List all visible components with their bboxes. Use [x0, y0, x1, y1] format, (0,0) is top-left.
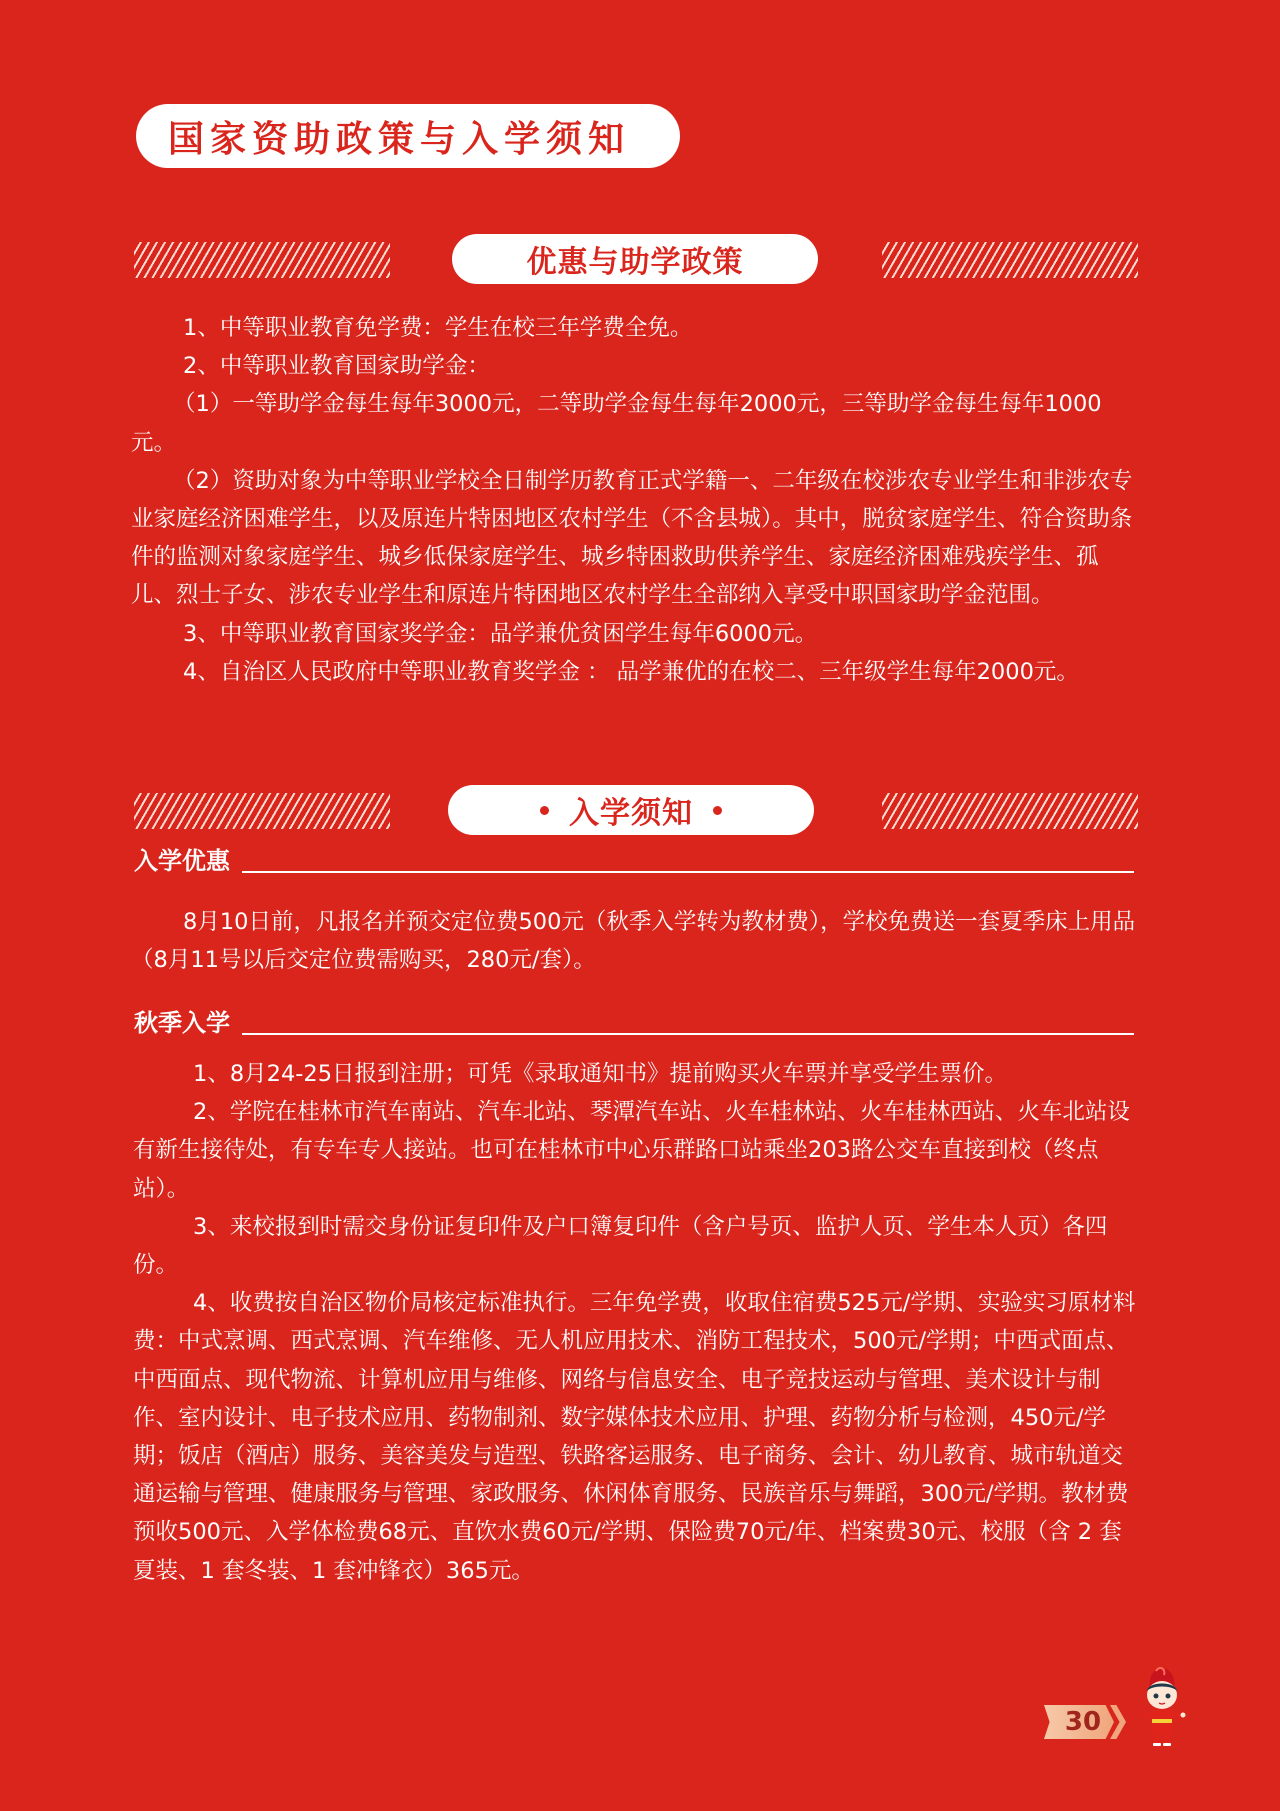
heading-underline	[242, 871, 1134, 873]
autumn-enrollment-body	[133, 1055, 1143, 1590]
heading-underline	[242, 1033, 1134, 1035]
page-number-badge	[1044, 1705, 1122, 1739]
enrollment-item-2: 2、学院在桂林市汽车南站、汽车北站、琴潭汽车站、火车桂林站、火车桂林西站、火车北站设有新生接待处，有专车专人接站。也可在桂林市中心乐群路口站乘坐203路公交车直接到校（终点站）。	[133, 1099, 1130, 1202]
early-discount-body	[131, 903, 1141, 979]
policy-body	[131, 309, 1141, 691]
early-discount-text: 8月10日前，凡报名并预交定位费500元（秋季入学转为教材费），学校免费送一套夏季床上用品（8月11号以后交定位费需购买，280元/套）。	[131, 909, 1136, 974]
policy-item-2-2: （2）资助对象为中等职业学校全日制学历教育正式学籍一、二年级在校涉农专业学生和非涉农专业家庭经济困难学生，以及原连片特困地区农村学生（不含县城）。其中，脱贫家庭学生、符合资助条件的监测对象家庭学生、城乡低保家庭学生、城乡特困救助供养学生、家庭经济困难残疾学生、孤儿、烈士子女、涉农专业学生和原连片特困地区农村学生全部纳入享受中职国家助学金范围。	[131, 467, 1133, 609]
mascot-boy-icon	[1132, 1665, 1192, 1755]
enrollment-item-1: 1、8月24-25日报到注册；可凭《录取通知书》提前购买火车票并享受学生票价。	[193, 1061, 1008, 1087]
policy-item-1: 1、中等职业教育免学费：学生在校三年学费全免。	[183, 315, 693, 341]
admission-heading-pill	[448, 785, 814, 835]
bullet-dot-icon	[540, 806, 549, 815]
policy-item-2-1: （1）一等助学金每生每年3000元，二等助学金每生每年2000元，三等助学金每生每年1000元。	[131, 391, 1102, 456]
admission-section-header	[134, 785, 1138, 835]
enrollment-item-4: 4、收费按自治区物价局核定标准执行。三年免学费，收取住宿费525元/学期、实验实习原材料费：中式烹调、西式烹调、汽车维修、无人机应用技术、消防工程技术，500元/学期；中西式面点、中西面点、现代物流、计算机应用与维修、网络与信息安全、电子竞技运动与管理、美术设计与制作、室内设计、电子技术应用、药物制剂、数字媒体技术应用、护理、药物分析与检测，450元/学期；饭店（酒店）服务、美容美发与造型、铁路客运服务、电子商务、会计、幼儿教育、城市轨道交通运输与管理、健康服务与管理、家政服务、休闲体育服务、民族音乐与舞蹈，300元/学期。教材费预收500元、入学体检费68元、直饮水费60元/学期、保险费70元/年、档案费30元、校服（含 2 套夏装、1 套冬装、1 套冲锋衣）365元。	[133, 1290, 1136, 1584]
diagonal-stripes-decoration	[882, 793, 1138, 829]
diagonal-stripes-decoration	[882, 242, 1138, 278]
policy-item-4: 4、自治区人民政府中等职业教育奖学金 ： 品学兼优的在校二、三年级学生每年2000元。	[183, 658, 1079, 685]
page-number: 30	[1064, 1707, 1102, 1737]
bullet-dot-icon	[713, 806, 722, 815]
page-title: 国家资助政策与入学须知	[168, 118, 631, 160]
early-discount-heading: 入学优惠	[134, 847, 230, 875]
early-discount-heading-row	[134, 842, 1134, 876]
policy-item-3: 3、中等职业教育国家奖学金：品学兼优贫困学生每年6000元。	[183, 620, 818, 647]
page-title-banner	[136, 104, 680, 168]
diagonal-stripes-decoration	[134, 242, 390, 278]
policy-heading-pill	[452, 234, 818, 284]
policy-item-2: 2、中等职业教育国家助学金：	[183, 353, 490, 380]
policy-section-header	[134, 234, 1138, 284]
admission-heading: 入学须知	[569, 796, 693, 831]
policy-heading: 优惠与助学政策	[526, 245, 744, 280]
diagonal-stripes-decoration	[134, 793, 390, 829]
autumn-enrollment-heading: 秋季入学	[134, 1009, 230, 1037]
enrollment-item-3: 3、来校报到时需交身份证复印件及户口簿复印件（含户号页、监护人页、学生本人页）各四份。	[133, 1213, 1108, 1279]
autumn-enrollment-heading-row	[134, 1004, 1134, 1038]
